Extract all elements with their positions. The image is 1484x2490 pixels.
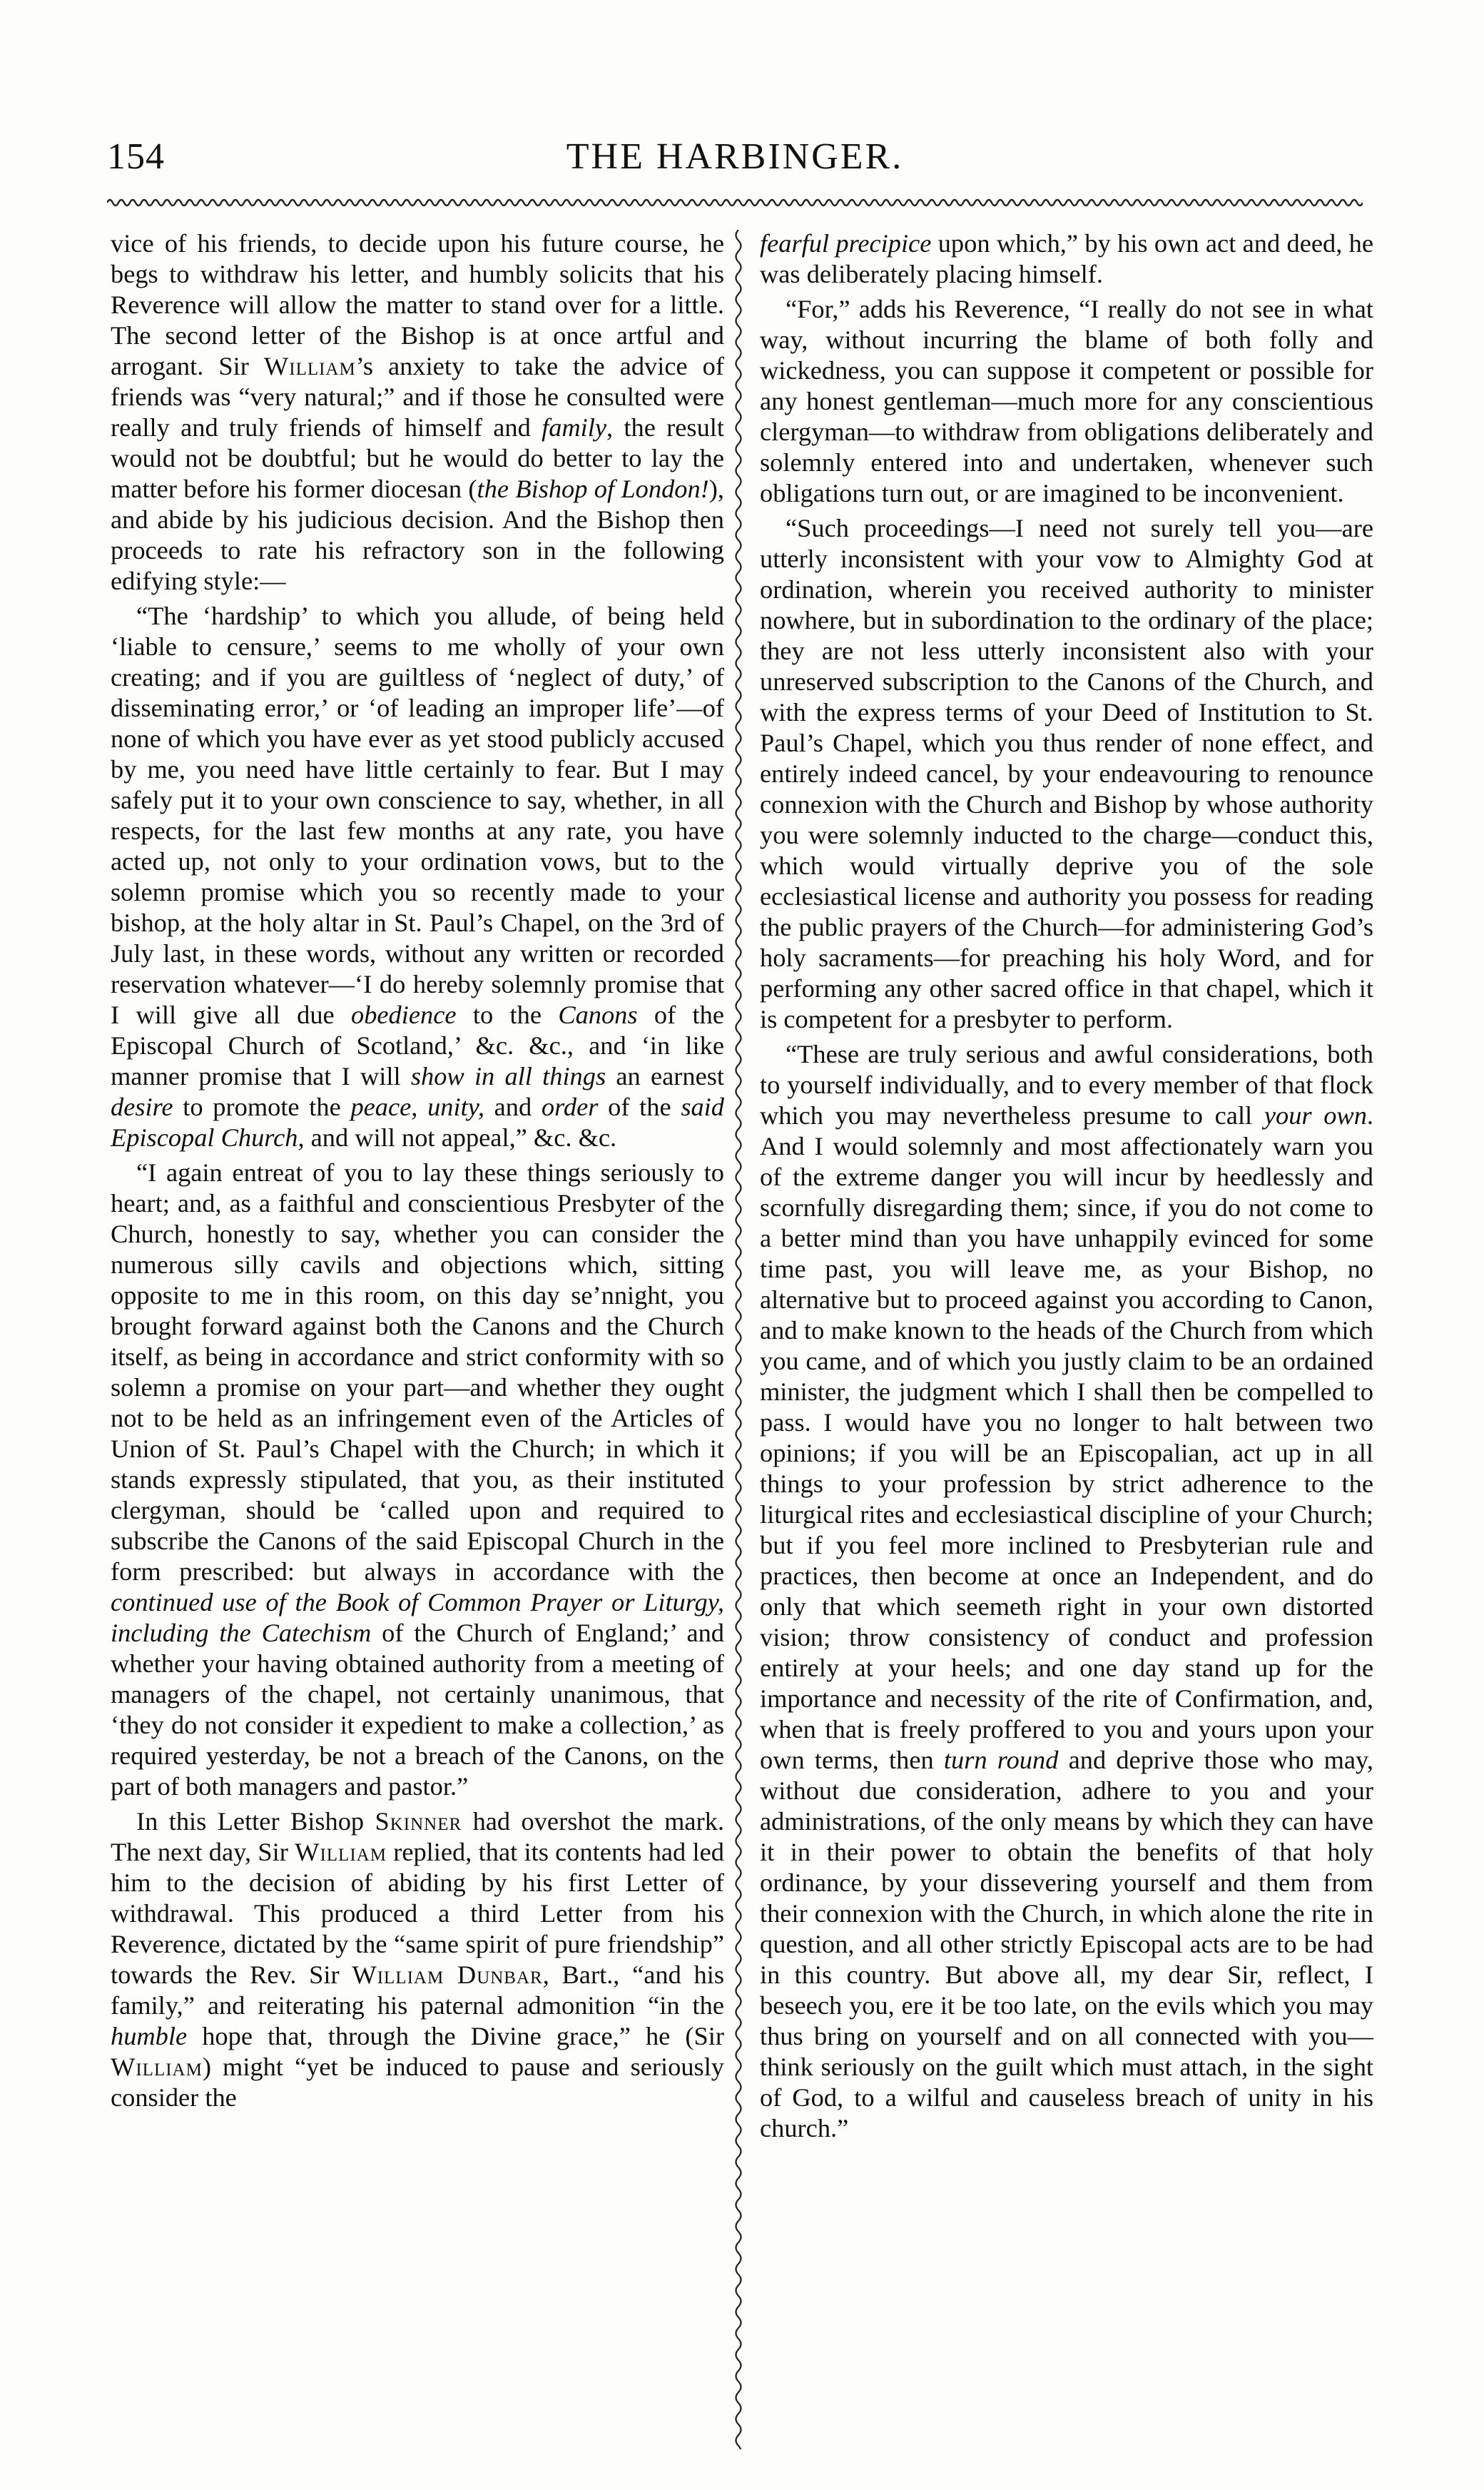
text-run: an earnest [606, 1062, 724, 1090]
text-run: upon which,” by his own act and deed, he was deliberately placing himself. [760, 229, 1373, 288]
text-run: to the [456, 1001, 559, 1029]
right-column [760, 228, 1373, 2144]
page-number: 154 [107, 136, 165, 177]
text-run: your own [1264, 1101, 1367, 1130]
text-run: Canons [558, 1001, 638, 1029]
left-column [111, 228, 724, 2113]
text-run: ), and abide by his judicious decision. And the Bishop then proceeds to rate his refractory son in the following edifying style:— [111, 475, 724, 595]
text-run: had overshot the mark. The next day, Sir [111, 1807, 724, 1866]
text-run: family [542, 413, 607, 442]
text-run: fearful precipice [760, 229, 932, 258]
right-paragraph-3 [760, 513, 1373, 1035]
text-run: of the Church of England;’ and whether your having obtained authority from a meeting of managers of the chapel, not certainly unanimous, that ‘they do not consider it expedient to make a collection,’ as required yesterday, be not a breach of the Canons, on the part of both managers and pastor.” [111, 1619, 724, 1801]
text-run: “Such proceedings—I need not surely tell you—are utterly inconsistent with your vow to Almighty God at ordination, wherein you received authority to minister nowhere, but in subordination to the ordinary of the place; they are not less utterly inconsistent also with your unreserved subscription to the Canons of the Church, and with the express terms of your Deed of Institution to St. Paul’s Chapel, which you thus render of none effect, and entirely indeed cancel, by your endeavouring to renounce connexion with the Church and Bishop by whose authority you were solemnly inducted to the charge—conduct this, which would virtually deprive you of the sole ecclesiastical license and authority you possess for reading the public prayers of the Church—for administering God’s holy sacraments—for preaching his holy Word, and for performing any other sacred office in that chapel, which it is competent for a presbyter to perform. [760, 514, 1373, 1033]
right-paragraph-1 [760, 228, 1373, 290]
right-paragraph-4 [760, 1039, 1373, 2144]
text-run: ) might “yet be induced to pause and seriously consider the [111, 2053, 724, 2112]
text-run: “These are truly serious and awful considerations, both to yourself individually, and to every member of that flock which you may nevertheless presume to call [760, 1040, 1373, 1130]
text-run: peace, unity, [350, 1093, 484, 1121]
text-run: “The ‘hardship’ to which you allude, of being held ‘liable to censure,’ seems to me wholly of your own creating; and if you are guiltless of ‘neglect of duty,’ of disseminating error,’ or ‘of leading an improper life’—of none of which you have ever as yet stood publicly accused by me, you need have little certainly to fear. But I may safely put it to your own conscience to say, whether, in all respects, for the last few months at any rate, you have acted up, not only to your ordination vows, but to the solemn promise which you so recently made to your bishop, at the holy altar in St. Paul’s Chapel, on the 3rd of July last, in these words, without any written or recorded reservation whatever—‘I do hereby solemnly promise that I will give all due [111, 602, 724, 1029]
text-run: , the result would not be doubtful; but he would do better to lay the matter before his former diocesan ( [111, 413, 724, 503]
text-run: Skinner [375, 1807, 462, 1836]
text-run: ’s anxiety to take the advice of friends was “very natural;” and if those he consulted were really and truly friends of himself and [111, 352, 724, 442]
text-run: show in all things [410, 1062, 606, 1090]
text-run: . And I would solemnly and most affectionately warn you of the extreme danger you will incur by heedlessly and scornfully disregarding them; since, if you do not come to a better mind than you have unhappily evinced for some time past, you will leave me, as your Bishop, no alternative but to proceed against you according to Canon, and to make known to the heads of the Church from which you came, and of which you justly claim to be an ordained minister, the judgment which I shall then be compelled to pass. I would have you no longer to halt between two opinions; if you will be an Episcopalian, act up in all things to your profession by strict adherence to the liturgical rites and ecclesiastical discipline of your Church; but if you feel more inclined to Presbyterian rule and practices, then become at once an Independent, and do only that which seemeth right in your own distorted vision; throw consistency of conduct and profession entirely at your heels; and one day stand up for the importance and necessity of the rite of Confirmation, and, when that is freely proffered to you and yours upon your own terms, then [760, 1101, 1373, 1774]
text-run: In this Letter Bishop [136, 1807, 375, 1836]
text-run: and deprive those who may, without due consideration, adhere to you and your administrations, of the only means by which they can have it in their power to obtain the benefits of that holy ordinance, by your dissevering yourself and them from their connexion with the Church, in which alone the rite in question, and all other strictly Episcopal acts are to be had in this country. But above all, my dear Sir, reflect, I beseech you, ere it be too late, on the evils which you may thus bring on yourself and on all connected with you—think seriously on the guilt which must attach, in the sight of God, to a wilful and causeless breach of unity in his church.” [760, 1746, 1373, 2142]
text-run: to promote the [173, 1093, 351, 1121]
text-run: and [484, 1093, 542, 1121]
text-run: of the [598, 1093, 681, 1121]
text-run: and will not appeal,” &c. &c. [304, 1123, 617, 1152]
wavy-rule [107, 194, 1363, 211]
text-run: replied, that its contents had led him to the decision of abiding by his first Letter of withdrawal. This produced a third Letter from his Reverence, dictated by the “same spirit of pure friendship” towards the Rev. Sir [111, 1838, 724, 1989]
text-run: turn round [943, 1746, 1059, 1774]
text-run: William Dunbar [352, 1960, 543, 1989]
text-run: said Episcopal Church, [111, 1093, 724, 1152]
right-paragraph-2 [760, 294, 1373, 509]
text-run: “I again entreat of you to lay these things seriously to heart; and, as a faithful and conscientious Presbyter of the Church, honestly to say, whether you can consider the numerous silly cavils and objections which, sitting opposite to me in this room, on this day se’nnight, you brought forward against both the Canons and the Church itself, as being in accordance and strict conformity with so solemn a promise on your part—and whether they ought not to be held as an infringement even of the Articles of Union of St. Paul’s Chapel with the Church; in which it stands expressly stipulated, that you, as their instituted clergyman, should be ‘called upon and required to subscribe the Canons of the said Episcopal Church in the form prescribed: but always in accordance with the [111, 1158, 724, 1586]
text-run: William [263, 352, 356, 380]
text-run: continued use of the Book of Common Prayer or Liturgy, including the Catechism [111, 1588, 724, 1647]
column-divider [729, 230, 748, 2449]
text-run: obedience [351, 1001, 457, 1029]
text-run: vice of his friends, to decide upon his future course, he begs to withdraw his letter, and humbly solicits that his Reverence will allow the matter to stand over for a little. The second letter of the Bishop is at once artful and arrogant. Sir [111, 229, 724, 380]
text-run: hope that, through the Divine grace,” he (Sir [187, 2022, 724, 2050]
text-run: William [111, 2053, 203, 2081]
left-paragraph-2 [111, 601, 724, 1153]
left-paragraph-1 [111, 228, 724, 597]
text-run: order [541, 1093, 599, 1121]
text-run: , Bart., “and his family,” and reiterating his paternal admonition “in the [111, 1960, 724, 2020]
left-paragraph-3 [111, 1158, 724, 1802]
text-run: “For,” adds his Reverence, “I really do not see in what way, without incurring the blame of both folly and wickedness, you can suppose it competent or possible for any honest gentleman—much more for any conscientious clergyman—to withdraw from obligations deliberately and solemnly entered into and undertaken, whenever such obligations turn out, or are imagined to be inconvenient. [760, 295, 1373, 507]
text-run: William [295, 1838, 387, 1866]
text-run: of the Episcopal Church of Scotland,’ &c. &c., and ‘in like manner promise that I will [111, 1001, 724, 1090]
text-run: humble [111, 2022, 188, 2050]
text-run: the Bishop of London! [477, 475, 709, 503]
running-title: THE HARBINGER. [566, 136, 904, 177]
text-run: desire [111, 1093, 173, 1121]
left-paragraph-4 [111, 1806, 724, 2113]
page-header [107, 136, 1363, 186]
